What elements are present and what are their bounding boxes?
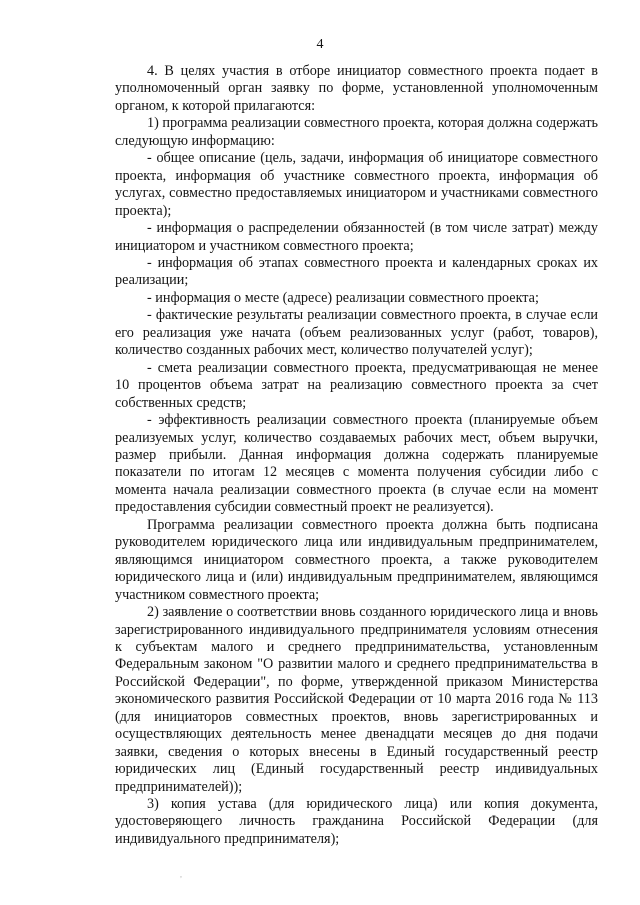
paragraph-duties-distribution: - информация о распределении обязанностей (в том числе затрат) между инициатором и участником совместного проекта; bbox=[115, 220, 598, 254]
paragraph-project-location: - информация о месте (адресе) реализации совместного проекта; bbox=[147, 289, 539, 306]
paragraph-cost-estimate: - смета реализации совместного проекта, предусматривающая не менее 10 процентов объема затрат на реализацию совместного проекта за счет собственных средств; bbox=[115, 359, 598, 411]
paragraph-program-signature: Программа реализации совместного проекта должна быть подписана руководителем юридического лица или индивидуальным предпринимателем, являющимся инициатором совместного проекта, а также руководителем юридического лица и (или) индивидуальным предпринимателем, являющимся участником совместного проекта; bbox=[115, 516, 598, 603]
page-number: 4 bbox=[316, 37, 324, 52]
paragraph-charter-copy: 3) копия устава (для юридического лица) или копия документа, удостоверяющего личность гражданина Российской Федерации (для индивидуального предпринимателя); bbox=[115, 796, 598, 847]
paragraph-application-intro: 4. В целях участия в отборе инициатор совместного проекта подает в уполномоченный орган заявку по форме, установленной уполномоченным органом, к которой прилагаются: bbox=[115, 63, 598, 114]
scan-mark: , bbox=[180, 870, 182, 879]
paragraph-sme-statement: 2) заявление о соответствии вновь созданного юридического лица и вновь зарегистрированного индивидуального предпринимателя условиям отнесения к субъектам малого и среднего предпринимательства, установленным Федеральным законом "О развитии малого и среднего предпринимательства в Российской Федерации", по форме, утвержденной приказом Министерства экономического развития Российской Федерации от 10 марта 2016 года № 113 (для инициаторов совместных проектов, вновь зарегистрированных и осуществляющих деятельность менее двенадцати месяцев до дня подачи заявки, сведения о которых внесены в Единый государственный реестр юридических лиц (Единый государственный реестр индивидуальных предпринимателей)); bbox=[115, 604, 598, 795]
paragraph-efficiency: - эффективность реализации совместного проекта (планируемые объем реализуемых услуг, количество создаваемых рабочих мест, объем выручки, размер прибыли. Данная информация должна содержать планируемые показатели по итогам 12 месяцев с момента получения субсидии либо с момента начала реализации совместного проекта (в случае если на момент предоставления субсидии совместный проект не реализуется). bbox=[115, 412, 598, 516]
paragraph-general-description: - общее описание (цель, задачи, информация об инициаторе совместного проекта, информация об участнике совместного проекта, информация об услугах, совместно предоставляемых инициатором и участниками совместного проекта); bbox=[115, 150, 598, 219]
paragraph-program-item: 1) программа реализации совместного проекта, которая должна содержать следующую информацию: bbox=[115, 115, 598, 149]
paragraph-actual-results: - фактические результаты реализации совместного проекта, в случае если его реализация уже начата (объем реализованных услуг (работ, товаров), количество созданных рабочих мест, количество получателей услуг); bbox=[115, 307, 598, 359]
document-body bbox=[115, 63, 598, 848]
paragraph-project-stages: - информация об этапах совместного проекта и календарных сроках их реализации; bbox=[115, 254, 598, 289]
